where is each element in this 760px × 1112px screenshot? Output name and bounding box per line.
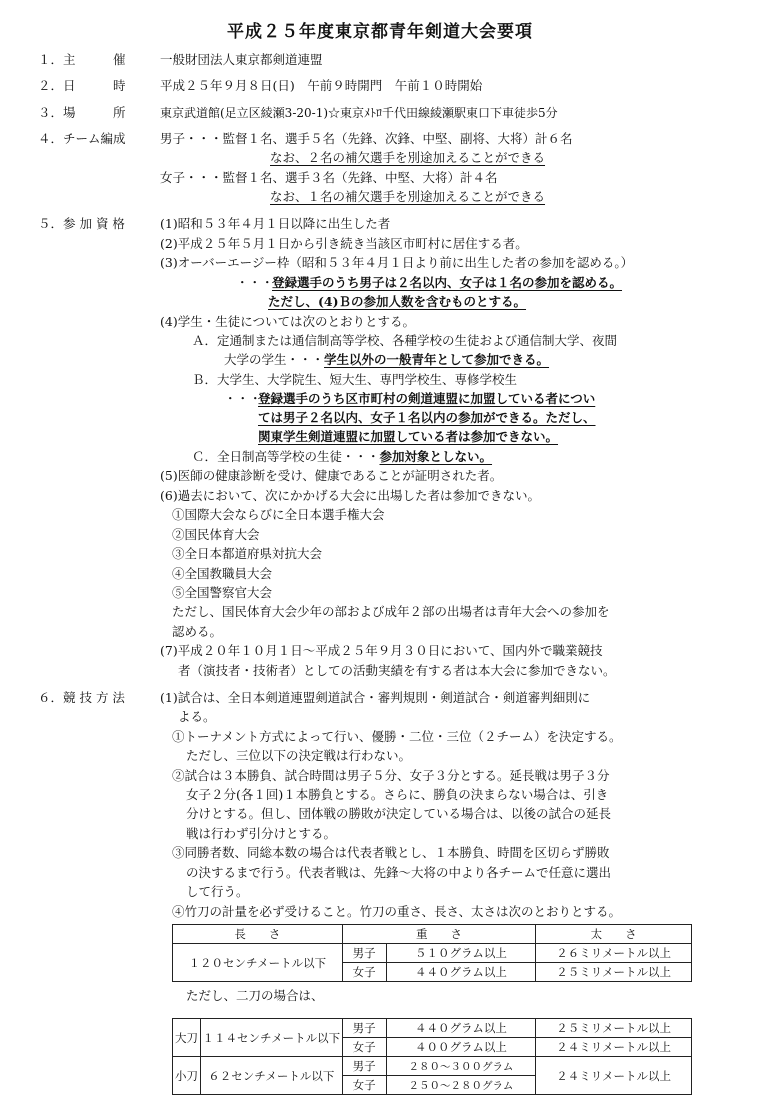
eligibility-3a: 登録選手のうち男子は２名以内、女子は１名の参加を認める。 — [272, 275, 623, 290]
eligibility-4b-1: Ｂ．大学生、大学院生、短大生、専門学校生、専修学校生 — [192, 372, 518, 387]
eligibility-3: (3)オーバーエージー枠（昭和５３年４月１日より前に出生した者の参加を認める。） — [160, 255, 634, 270]
eligibility-6-note-2: 認める。 — [172, 624, 223, 639]
eligibility-4a-2-underlined: 学生以外の一般青年として参加できる。 — [324, 352, 550, 367]
eligibility-2: (2)平成２５年５月１日から引き続き当該区市町村に居住する者。 — [160, 236, 528, 251]
eligibility-3a-dots: ・・・ — [236, 275, 274, 290]
table-cell: 男子 — [342, 1019, 386, 1038]
table-cell: １１４センチメートル以下 — [200, 1019, 342, 1057]
eligibility-6: (6)過去において、次にかかげる大会に出場した者は参加できない。 — [160, 488, 540, 503]
table-cell: ２５０～２８０グラム — [386, 1076, 536, 1095]
table-cell: ２５ミリメートル以上 — [536, 1019, 692, 1038]
place-value: 東京武道館(足立区綾瀬3-20-1)☆東京ﾒﾄﾛ千代田線綾瀬駅東口下車徒歩5分 — [160, 106, 558, 120]
section-label-team: ４．チーム編成 — [38, 131, 126, 146]
method-r2a: ②試合は３本勝負、試合時間は男子５分、女子３分とする。延長戦は男子３分 — [172, 768, 610, 783]
table-cell: 男子 — [342, 944, 386, 963]
table-cell: ２４ミリメートル以上 — [536, 1057, 692, 1095]
method-r2b: 女子２分(各１回)１本勝負とする。さらに、勝負の決まらない場合は、引き — [186, 787, 609, 802]
table-cell: ４４０グラム以上 — [386, 963, 536, 982]
table-header: 長 さ — [173, 925, 343, 944]
eligibility-1: (1)昭和５３年４月１日以降に出生した者 — [160, 216, 391, 231]
table-row — [173, 1019, 692, 1038]
table-cell: 女子 — [342, 1038, 386, 1057]
table-cell: 小刀 — [173, 1057, 201, 1095]
method-r3c: して行う。 — [186, 884, 249, 899]
table-header: 太 さ — [536, 925, 692, 944]
eligibility-6-note-1: ただし、国民体育大会少年の部および成年２部の出場者は青年大会への参加を — [172, 604, 610, 619]
eligibility-4a-1: Ａ．定通制または通信制高等学校、各種学校の生徒および通信制大学、夜間 — [192, 333, 618, 348]
method-r2d: 戦は行わず引分けとする。 — [186, 826, 337, 841]
section-label-method: ６．競 技 方 法 — [38, 690, 125, 705]
nito-spec-table — [172, 1018, 692, 1095]
eligibility-6-item: ④全国教職員大会 — [172, 566, 273, 581]
eligibility-4c-underlined: 参加対象としない。 — [379, 449, 493, 464]
method-r3b: の決するまで行う。代表者戦は、先鋒～大将の中より各チームで任意に選出 — [186, 865, 612, 880]
date-value: 平成２５年９月８日(日) 午前９時開門 午前１０時開始 — [160, 78, 483, 93]
eligibility-6-item: ③全日本都道府県対抗大会 — [172, 546, 323, 561]
table-cell: ５１０グラム以上 — [386, 944, 536, 963]
table-row — [173, 1057, 692, 1076]
table-cell: 男子 — [342, 1057, 386, 1076]
method-r1b: ただし、三位以下の決定戦は行わない。 — [186, 748, 412, 763]
eligibility-5: (5)医師の健康診断を受け、健康であることが証明された者。 — [160, 468, 503, 483]
eligibility-7-b: 者（演技者・技術者）としての活動実績を有する者は本大会に参加できない。 — [178, 663, 616, 678]
method-1b: よる。 — [178, 709, 216, 724]
table-cell: ２５ミリメートル以上 — [536, 963, 692, 982]
table-row — [173, 944, 692, 963]
section-label-eligibility: ５．参 加 資 格 — [38, 216, 125, 231]
eligibility-7-a: (7)平成２０年１０月１日～平成２５年９月３０日において、国内外で職業競技 — [160, 643, 603, 658]
table-cell: ２４ミリメートル以上 — [536, 1038, 692, 1057]
table-cell: ２６ミリメートル以上 — [536, 944, 692, 963]
section-label-host: １．主 催 — [38, 52, 126, 67]
table-cell: 女子 — [342, 1076, 386, 1095]
table-cell: ２８０～３００グラム — [386, 1057, 536, 1076]
section-label-place: ３．場 所 — [38, 105, 126, 120]
eligibility-4b-4: 関東学生剣道連盟に加盟している者は参加できない。 — [258, 429, 559, 444]
page-title: 平成２５年度東京都青年剣道大会要項 — [227, 22, 533, 42]
eligibility-4a-2-pre: 大学の学生・・・ — [224, 352, 325, 367]
eligibility-4c-pre: Ｃ．全日制高等学校の生徒・・・ — [192, 449, 380, 464]
eligibility-4b-dots: ・・・ — [224, 391, 262, 406]
shinai-spec-table — [172, 924, 692, 982]
eligibility-4: (4)学生・生徒については次のとおりとする。 — [160, 314, 415, 329]
host-value: 一般財団法人東京都剣道連盟 — [160, 52, 323, 67]
table-cell: １２０センチメートル以下 — [173, 944, 343, 982]
table-cell: ４４０グラム以上 — [386, 1019, 536, 1038]
eligibility-6-item: ⑤全国警察官大会 — [172, 585, 273, 600]
table-header-row — [173, 925, 692, 944]
table-cell: ４００グラム以上 — [386, 1038, 536, 1057]
table-cell: ６２センチメートル以下 — [200, 1057, 342, 1095]
method-r4: ④竹刀の計量を必ず受けること。竹刀の重さ、長さ、太さは次のとおりとする。 — [172, 904, 622, 919]
method-1a: (1)試合は、全日本剣道連盟剣道試合・審判規則・剣道試合・剣道審判細則に — [160, 690, 591, 705]
team-men-note: なお、２名の補欠選手を別途加えることができる — [270, 150, 546, 165]
table-cell: 女子 — [342, 963, 386, 982]
eligibility-4c — [192, 449, 492, 465]
method-r2c: 分けとする。但し、団体戦の勝敗が決定している場合は、以後の試合の延長 — [186, 806, 612, 821]
eligibility-6-item: ②国民体育大会 — [172, 527, 260, 542]
table-cell: 大刀 — [173, 1019, 201, 1057]
section-label-date: ２．日 時 — [38, 78, 126, 93]
eligibility-4a-2 — [224, 352, 549, 368]
nito-note: ただし、二刀の場合は、 — [186, 988, 324, 1003]
eligibility-4b-2: 登録選手のうち区市町村の剣道連盟に加盟している者につい — [258, 391, 596, 406]
team-women-note: なお、１名の補欠選手を別途加えることができる — [270, 189, 546, 204]
team-women: 女子・・・監督１名、選手３名（先鋒、中堅、大将）計４名 — [160, 170, 498, 185]
eligibility-6-item: ①国際大会ならびに全日本選手権大会 — [172, 507, 385, 522]
table-header: 重 さ — [342, 925, 536, 944]
eligibility-4b-3: ては男子２名以内、女子１名以内の参加ができる。ただし、 — [258, 410, 596, 425]
team-men: 男子・・・監督１名、選手５名（先鋒、次鋒、中堅、副将、大将）計６名 — [160, 131, 573, 146]
method-r1a: ①トーナメント方式によって行い、優勝・二位・三位（２チーム）を決定する。 — [172, 729, 622, 744]
method-r3a: ③同勝者数、同総本数の場合は代表者戦とし、１本勝負、時間を区切らず勝敗 — [172, 845, 610, 860]
eligibility-3b: ただし、(4)Ｂの参加人数を含むものとする。 — [268, 294, 527, 309]
